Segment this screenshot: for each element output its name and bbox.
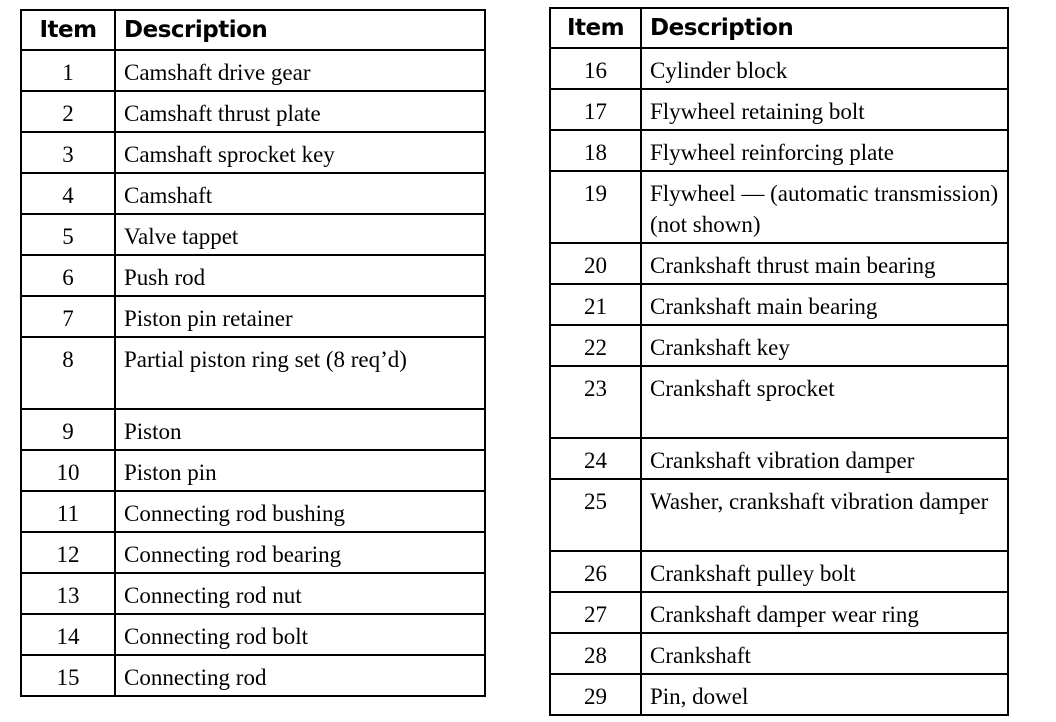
item-number: 14 — [21, 614, 115, 655]
table-row — [550, 479, 1008, 551]
item-number: 20 — [550, 243, 641, 284]
table-row — [21, 532, 485, 573]
item-description: Camshaft sprocket key — [115, 132, 485, 173]
item-number: 9 — [21, 409, 115, 450]
table-row — [21, 655, 485, 696]
table-row — [550, 130, 1008, 171]
item-number: 4 — [21, 173, 115, 214]
table-row — [550, 284, 1008, 325]
item-description: Crankshaft sprocket — [641, 366, 1008, 438]
table-row — [550, 325, 1008, 366]
item-number: 3 — [21, 132, 115, 173]
item-description: Flywheel — (automatic transmission) (not shown) — [641, 171, 1008, 243]
item-description: Connecting rod bearing — [115, 532, 485, 573]
table-row — [550, 89, 1008, 130]
item-description: Cylinder block — [641, 48, 1008, 89]
item-description: Pin, dowel — [641, 674, 1008, 715]
item-number: 29 — [550, 674, 641, 715]
table-row — [550, 592, 1008, 633]
item-number: 12 — [21, 532, 115, 573]
item-number: 18 — [550, 130, 641, 171]
header-row — [550, 8, 1008, 48]
item-number: 27 — [550, 592, 641, 633]
table-row — [21, 450, 485, 491]
table-row — [21, 296, 485, 337]
item-description: Piston pin retainer — [115, 296, 485, 337]
item-number: 25 — [550, 479, 641, 551]
table-row — [21, 50, 485, 91]
table-row — [21, 214, 485, 255]
table-row — [550, 243, 1008, 284]
item-description: Valve tappet — [115, 214, 485, 255]
table-row — [550, 366, 1008, 438]
item-number: 15 — [21, 655, 115, 696]
table-row — [21, 337, 485, 409]
table-row — [550, 674, 1008, 715]
item-description: Connecting rod bolt — [115, 614, 485, 655]
item-description: Push rod — [115, 255, 485, 296]
item-description: Crankshaft main bearing — [641, 284, 1008, 325]
parts-table-right — [549, 7, 1009, 716]
table-row — [21, 132, 485, 173]
item-number: 5 — [21, 214, 115, 255]
item-number: 16 — [550, 48, 641, 89]
item-description: Camshaft thrust plate — [115, 91, 485, 132]
item-description: Piston pin — [115, 450, 485, 491]
table-row — [550, 438, 1008, 479]
item-number: 17 — [550, 89, 641, 130]
table-row — [21, 491, 485, 532]
table-row — [550, 48, 1008, 89]
item-number: 22 — [550, 325, 641, 366]
item-number: 2 — [21, 91, 115, 132]
item-description: Flywheel reinforcing plate — [641, 130, 1008, 171]
table-row — [21, 614, 485, 655]
header-row — [21, 10, 485, 50]
item-description: Camshaft drive gear — [115, 50, 485, 91]
item-description: Connecting rod nut — [115, 573, 485, 614]
item-description: Crankshaft damper wear ring — [641, 592, 1008, 633]
item-number: 19 — [550, 171, 641, 243]
item-description: Connecting rod — [115, 655, 485, 696]
item-number: 8 — [21, 337, 115, 409]
item-description: Crankshaft thrust main bearing — [641, 243, 1008, 284]
item-description: Crankshaft pulley bolt — [641, 551, 1008, 592]
item-description: Crankshaft key — [641, 325, 1008, 366]
item-number: 13 — [21, 573, 115, 614]
item-description: Flywheel retaining bolt — [641, 89, 1008, 130]
table-row — [550, 171, 1008, 243]
item-description: Washer, crankshaft vibration damper — [641, 479, 1008, 551]
item-description: Crankshaft vibration damper — [641, 438, 1008, 479]
item-number: 24 — [550, 438, 641, 479]
table-row — [21, 409, 485, 450]
item-number: 10 — [21, 450, 115, 491]
header-item: Item — [21, 10, 115, 50]
item-description: Crankshaft — [641, 633, 1008, 674]
item-number: 21 — [550, 284, 641, 325]
header-description: Description — [641, 8, 1008, 48]
header-item: Item — [550, 8, 641, 48]
table-row — [550, 633, 1008, 674]
table-row — [21, 255, 485, 296]
header-description: Description — [115, 10, 485, 50]
item-description: Connecting rod bushing — [115, 491, 485, 532]
table-row — [21, 91, 485, 132]
item-description: Camshaft — [115, 173, 485, 214]
item-number: 1 — [21, 50, 115, 91]
item-number: 7 — [21, 296, 115, 337]
table-row — [21, 173, 485, 214]
item-number: 28 — [550, 633, 641, 674]
parts-table-left — [20, 9, 486, 697]
table-row — [550, 551, 1008, 592]
table-row — [21, 573, 485, 614]
item-description: Partial piston ring set (8 req’d) — [115, 337, 485, 409]
item-number: 11 — [21, 491, 115, 532]
item-number: 23 — [550, 366, 641, 438]
item-number: 6 — [21, 255, 115, 296]
item-description: Piston — [115, 409, 485, 450]
item-number: 26 — [550, 551, 641, 592]
